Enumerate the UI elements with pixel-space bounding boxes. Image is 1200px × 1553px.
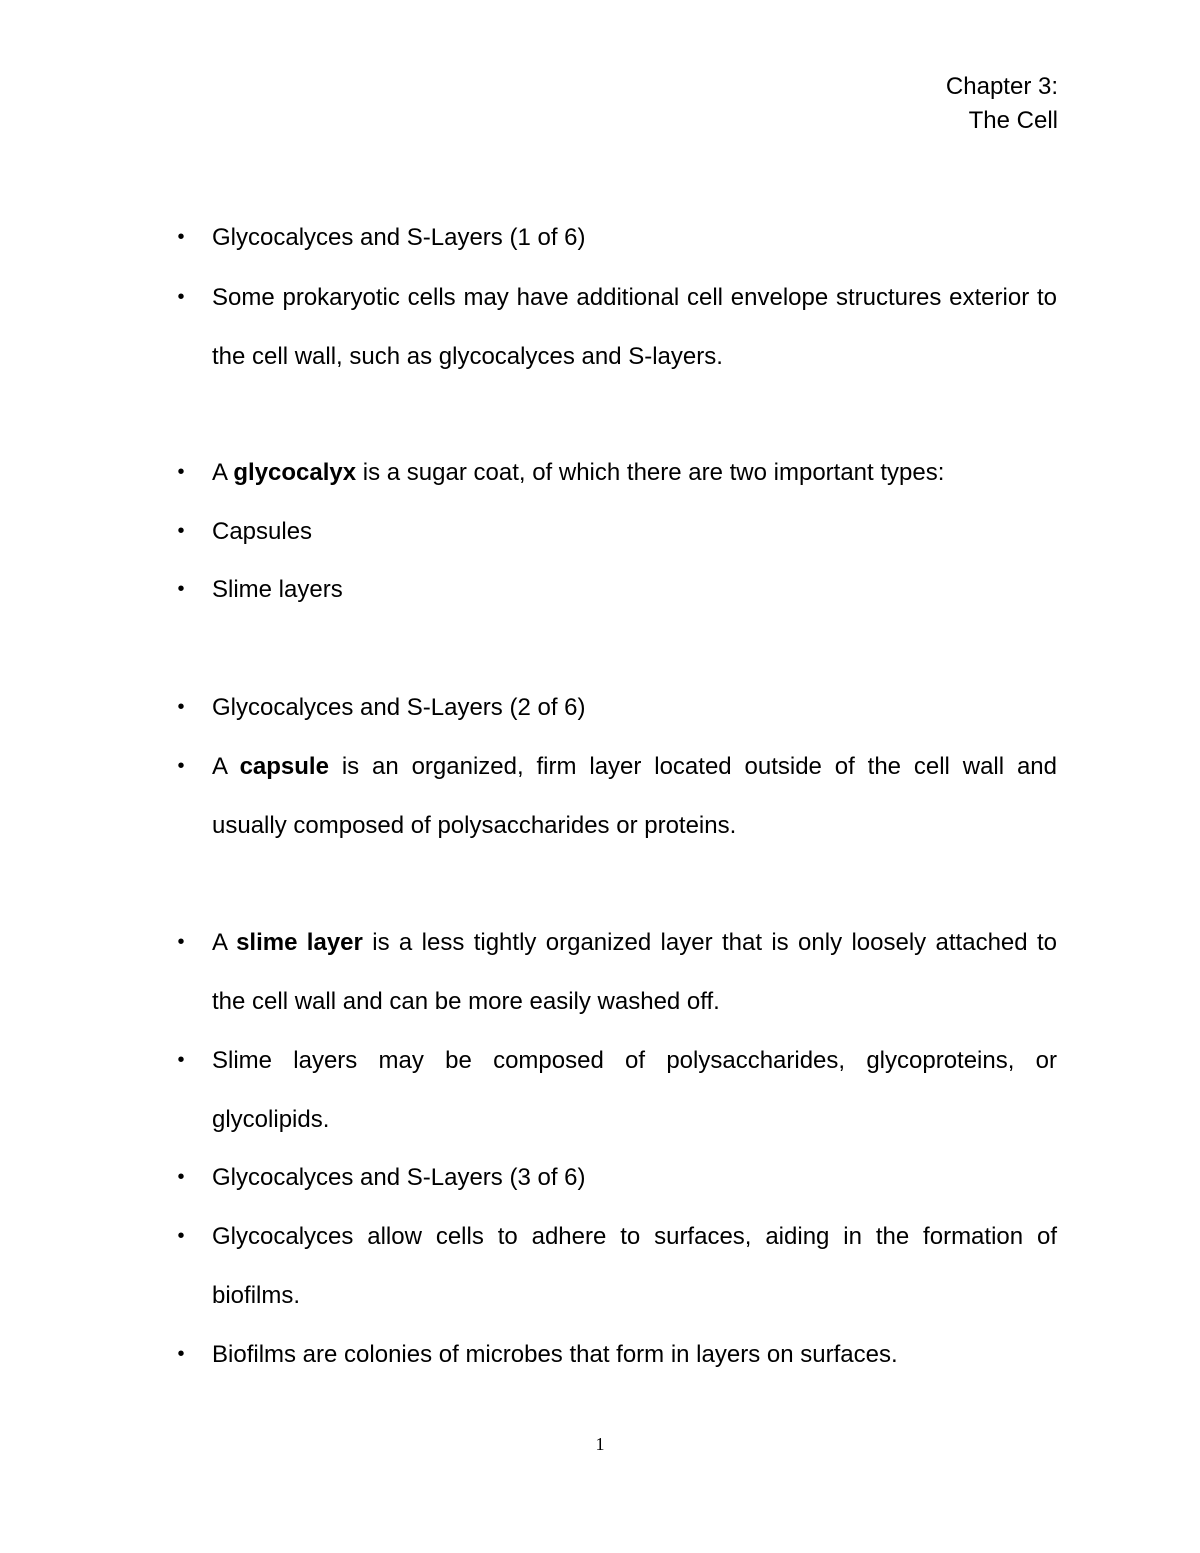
list-item <box>177 1148 1057 1207</box>
list-item <box>177 560 1057 619</box>
list-item <box>177 1031 1057 1149</box>
list-item-text: Slime layers <box>212 576 343 603</box>
term-glycocalyx: glycocalyx <box>233 459 357 486</box>
header-chapter: Chapter 3: <box>945 73 1058 100</box>
bullet-icon: • <box>177 226 185 248</box>
list-item-text: Glycocalyces and S-Layers (3 of 6) <box>212 1164 586 1191</box>
list-item-text: Some prokaryotic cells may have additional cell envelope structures exterior to the cell wall, such as glycocalyces and S-layers. <box>212 284 1057 370</box>
list-item-text-before: A <box>212 929 237 956</box>
list-item-text: Glycocalyces and S-Layers (2 of 6) <box>212 694 586 721</box>
bullet-icon: • <box>177 1049 185 1071</box>
page-header <box>946 70 1058 138</box>
bullet-icon: • <box>177 520 185 542</box>
header-title: The Cell <box>968 107 1058 134</box>
list-item-text-after: is a sugar coat, of which there are two important types: <box>356 459 945 486</box>
list-item-text: Capsules <box>212 518 313 545</box>
list-item <box>177 1207 1057 1325</box>
list-item <box>177 502 1057 561</box>
term-capsule: capsule <box>239 753 329 780</box>
list-item <box>177 208 1057 267</box>
list-item <box>177 443 1057 502</box>
bullet-icon: • <box>177 578 185 600</box>
bullet-icon: • <box>177 696 185 718</box>
list-item <box>177 913 1057 1031</box>
bullet-icon: • <box>177 931 185 953</box>
bullet-icon: • <box>177 755 185 777</box>
list-item-text-before: A <box>212 753 240 780</box>
list-item <box>177 678 1057 737</box>
list-item <box>177 737 1058 855</box>
bullet-icon: • <box>177 286 185 308</box>
list-item-text-after: is an organized, firm layer located outside of the cell wall and usually composed of polysaccharides or proteins. <box>212 753 1058 839</box>
list-item <box>177 268 1057 386</box>
bullet-icon: • <box>177 1343 185 1365</box>
bullet-icon: • <box>177 1225 185 1247</box>
page-number: 1 <box>595 1434 605 1454</box>
list-item-text-before: A <box>212 459 234 486</box>
term-slime-layer: slime layer <box>236 929 363 956</box>
list-item <box>177 1325 1057 1384</box>
list-item-text: Glycocalyces and S-Layers (1 of 6) <box>212 224 586 251</box>
bullet-icon: • <box>177 1166 185 1188</box>
list-item-text: Glycocalyces allow cells to adhere to surfaces, aiding in the formation of biofilms. <box>212 1223 1057 1309</box>
list-item-text-after: is a less tightly organized layer that is only loosely attached to the cell wall and can be more easily washed off. <box>212 929 1057 1015</box>
bullet-icon: • <box>177 461 185 483</box>
list-item-text: Slime layers may be composed of polysaccharides, glycoproteins, or glycolipids. <box>212 1047 1057 1133</box>
list-item-text: Biofilms are colonies of microbes that form in layers on surfaces. <box>212 1341 898 1368</box>
